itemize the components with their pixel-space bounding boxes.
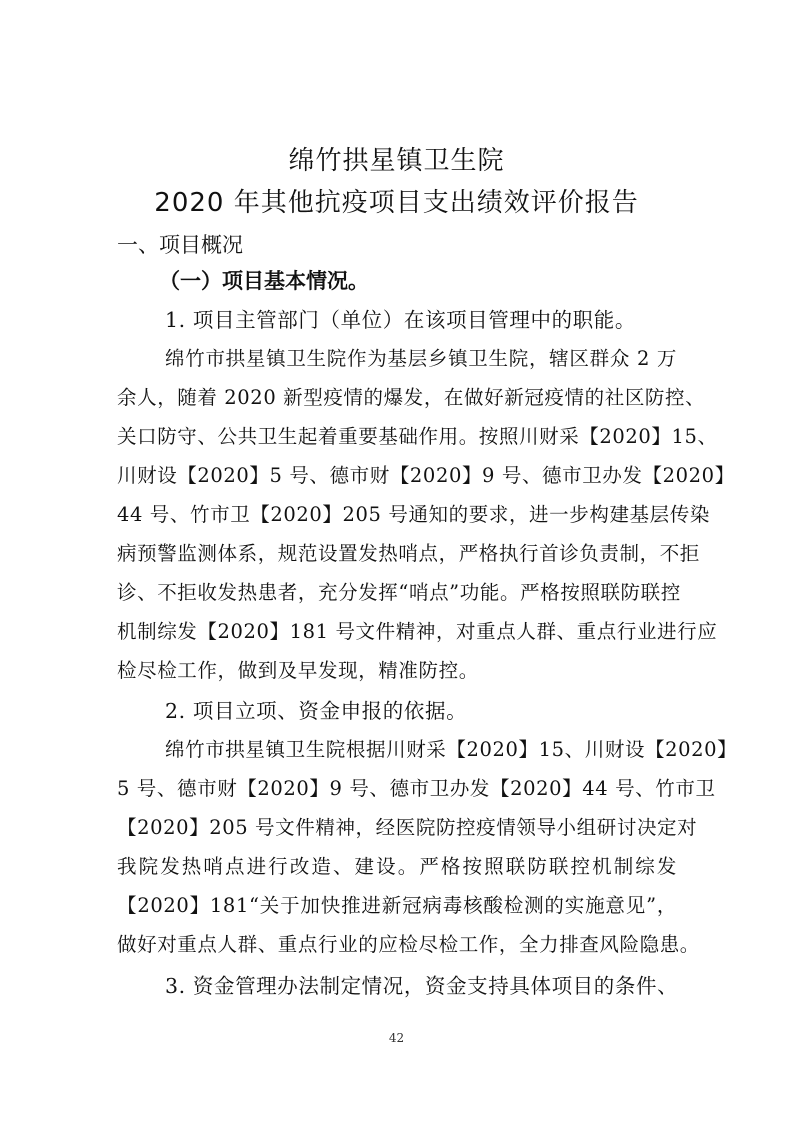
item-3-heading: 3. 资金管理办法制定情况，资金支持具体项目的条件、 bbox=[165, 974, 679, 998]
paragraph-line: 诊、不拒收发热患者，充分发挥“哨点”功能。严格按照联防联控 bbox=[117, 581, 681, 604]
section-heading: 一、项目概况 bbox=[117, 233, 243, 257]
paragraph-line: 做好对重点人群、重点行业的应检尽检工作，全力排查风险隐患。 bbox=[117, 933, 700, 956]
paragraph-line: 44 号、竹市卫【2020】205 号通知的要求，进一步构建基层传染 bbox=[117, 503, 710, 526]
document-title-line-2: 2020 年其他抗疫项目支出绩效评价报告 bbox=[154, 188, 639, 218]
item-1-heading: 1. 项目主管部门（单位）在该项目管理中的职能。 bbox=[165, 308, 636, 332]
page-number: 42 bbox=[388, 1031, 405, 1045]
paragraph-line: 我院发热哨点进行改造、建设。严格按照联防联控机制综发 bbox=[117, 855, 677, 878]
paragraph-line: 5 号、德市财【2020】9 号、德市卫办发【2020】44 号、竹市卫 bbox=[117, 777, 716, 800]
paragraph-line: 机制综发【2020】181 号文件精神，对重点人群、重点行业进行应 bbox=[117, 620, 718, 643]
item-2-heading: 2. 项目立项、资金申报的依据。 bbox=[165, 699, 468, 723]
paragraph-line: 绵竹市拱星镇卫生院根据川财采【2020】15、川财设【2020】 bbox=[165, 738, 738, 761]
document-title-line-1: 绵竹拱星镇卫生院 bbox=[288, 146, 505, 176]
paragraph-line: 川财设【2020】5 号、德市财【2020】9 号、德市卫办发【2020】 bbox=[117, 464, 735, 487]
paragraph-line: 关口防守、公共卫生起着重要基础作用。按照川财采【2020】15、 bbox=[117, 425, 718, 448]
paragraph-line: 病预警监测体系，规范设置发热哨点，严格执行首诊负责制，不拒 bbox=[117, 542, 700, 565]
paragraph-line: 【2020】205 号文件精神，经医院防控疫情领导小组研讨决定对 bbox=[117, 816, 698, 839]
subsection-heading: （一）项目基本情况。 bbox=[159, 269, 369, 293]
paragraph-line: 绵竹市拱星镇卫生院作为基层乡镇卫生院，辖区群众 2 万 bbox=[165, 347, 677, 370]
paragraph-line: 余人，随着 2020 新型疫情的爆发，在做好新冠疫情的社区防控、 bbox=[117, 386, 706, 409]
paragraph-line: 检尽检工作，做到及早发现，精准防控。 bbox=[117, 659, 479, 682]
paragraph-line: 【2020】181“关于加快推进新冠病毒核酸检测的实施意见”， bbox=[117, 894, 677, 917]
